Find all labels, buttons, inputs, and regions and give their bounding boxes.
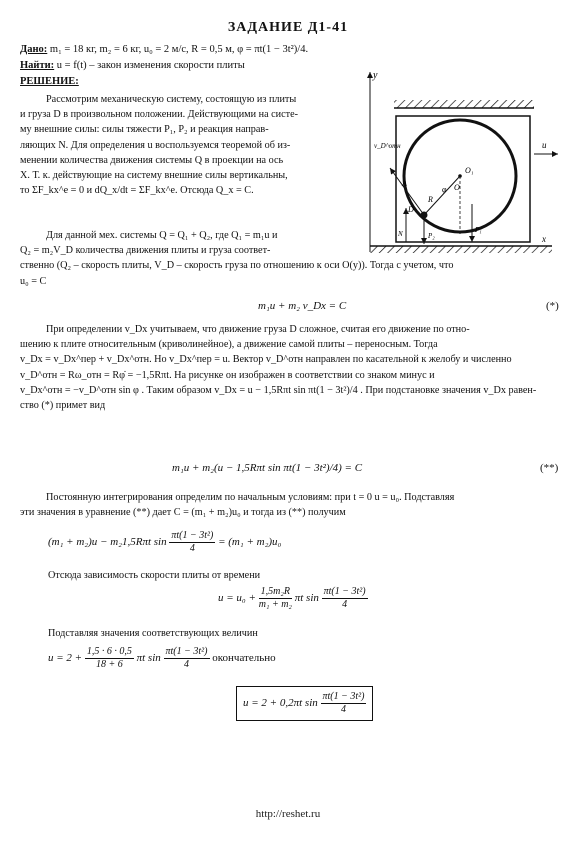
equation-5-fraction-2 (164, 646, 210, 671)
intro-line: и груза D в произвольном положении. Действующими на систе- (20, 109, 298, 121)
footer-url: http://reshet.ru (255, 808, 321, 820)
answer-box (236, 686, 373, 721)
intro-line: ляющих N. Для определения u воспользуемся теоремой об из- (20, 139, 291, 151)
bottom-support-hatch (370, 246, 552, 253)
para4-line: эти значения в уравнение (**) дает C = (m₁ + m₂)u₀ и тогда из (**) получим (20, 507, 346, 519)
equation-5-tail: окончательно (212, 652, 276, 665)
equation-4-mid: πt sin (294, 592, 319, 605)
label-N: N (398, 230, 403, 238)
label-phi: φ (442, 185, 447, 194)
equation-1: m₁u + m₂ v_Dx = C (258, 300, 347, 312)
equation-5-mid: πt sin (136, 652, 161, 665)
para3-line: ство (*) примет вид (20, 400, 106, 412)
paragraph-4 (20, 490, 565, 520)
equation-4-numerator-1: 1,5m₂R (260, 586, 290, 597)
equation-4-fraction-2 (322, 586, 368, 611)
equation-5 (48, 646, 276, 671)
equation-5-lhs: u = 2 + (48, 652, 83, 665)
para2-line: Для данной мех. системы Q = Q₁ + Q₂, где Q₁ = m₁u и (46, 230, 278, 241)
para3-line: v_D^отн = Rω_отн = Rφ̇ = −1,5Rπt. На рисунке он изображен в соответствии со знаком минус и (20, 369, 435, 381)
equation-1-number: (*) (546, 300, 559, 312)
equation-5-numerator-1: 1,5 · 6 · 0,5 (86, 646, 132, 657)
equation-3-numerator: πt(1 − 3t²) (171, 530, 214, 541)
para3-line: v_Dx = v_Dx^пер + v_Dx^отн. Но v_Dx^пер = u. Вектор v_D^отн направлен по касательной к желобу и численно (20, 354, 512, 366)
answer-fraction (321, 691, 367, 716)
para3-line: При определении v_Dx учитываем, что движение груза D сложное, считая его движение по отно- (46, 324, 470, 335)
label-O: O (454, 183, 460, 192)
equation-4 (218, 586, 368, 611)
equation-3-denominator: 4 (189, 543, 195, 554)
solution-label: РЕШЕНИЕ: (20, 76, 79, 87)
equation-5-fraction-1 (85, 646, 134, 671)
given-line (20, 42, 308, 57)
label-y: y (373, 70, 378, 81)
find-text: u = f(t) – закон изменения скорости плиты (56, 60, 245, 71)
plate (396, 116, 530, 242)
equation-5-denominator-2: 4 (184, 659, 189, 670)
answer-lhs: u = 2 + 0,2πt sin (243, 697, 318, 710)
find-line (20, 58, 245, 73)
equation-2: m₁u + m₂(u − 1,5Rπt sin πt(1 − 3t²)/4) = C (172, 462, 363, 474)
para2-line: Q₂ = m₂V_D количества движения плиты и груза соответ- (20, 245, 271, 257)
label-x: x (542, 234, 546, 244)
paragraph-5: Отсюда зависимость скорости плиты от времени (48, 570, 261, 581)
label-v-rel: v_D^отн (374, 142, 401, 150)
label-A: A (402, 179, 407, 188)
page-title: ЗАДАНИЕ Д1-41 (227, 20, 349, 35)
intro-line: му внешние силы: силы тяжести P₁, P₂ и реакция направ- (20, 124, 269, 136)
answer-numerator: πt(1 − 3t²) (322, 691, 365, 702)
equation-5-numerator-2: πt(1 − 3t²) (165, 646, 208, 657)
equation-3-lhs: (m₁ + m₂)u − m₂1,5Rπt sin (48, 536, 167, 549)
top-support-hatch (394, 100, 534, 108)
equation-4-denominator-1: m₁ + m₂ (258, 599, 292, 610)
para4-line: Постоянную интегрирования определим по начальным условиям: при t = 0 u = u₀. Подставляя (46, 492, 455, 503)
intro-line: менении количества движения системы Q в проекции на ось (20, 154, 284, 166)
label-u: u (542, 140, 547, 150)
intro-paragraph (20, 92, 355, 198)
equation-5-denominator-1: 18 + 6 (95, 659, 123, 670)
equation-4-denominator-2: 4 (342, 599, 348, 610)
paragraph-6: Подставляя значения соответствующих величин (48, 628, 258, 639)
relative-velocity-vector (390, 168, 424, 215)
paragraph-3 (20, 322, 565, 413)
label-D: D (408, 205, 414, 214)
label-R: R (428, 195, 433, 204)
equation-4-lhs: u = u₀ + (218, 592, 256, 605)
find-label: Найти: (20, 60, 55, 71)
equation-2-number: (**) (540, 462, 559, 474)
intro-line: Рассмотрим механическую систему, состоящую из плиты (46, 94, 297, 105)
equation-3-fraction (169, 530, 215, 555)
intro-line: X. Т. к. действующие на систему внешние силы вертикальны, (20, 170, 288, 182)
equation-4-numerator-2: πt(1 − 3t²) (323, 586, 366, 597)
label-O1: O₁ (465, 166, 474, 175)
equation-3 (48, 530, 281, 555)
given-text: m₁ = 18 кг, m₂ = 6 кг, u₀ = 2 м/с, R = 0,5 м, φ = πt(1 − 3t²)/4. (49, 44, 309, 55)
given-label: Дано: (20, 44, 48, 55)
para3-line: шению к плите относительным (криволинейное), а движение самой плиты – переносным. Тогда (20, 339, 438, 351)
equation-4-fraction-1 (259, 586, 292, 611)
para2-line: u₀ = C (20, 275, 47, 287)
equation-3-rhs: = (m₁ + m₂)u₀ (218, 536, 282, 549)
intro-line: то ΣF_kx^e = 0 и dQ_x/dt = ΣF_kx^e. Отсюда Q_x = C. (20, 185, 254, 197)
mechanics-figure (362, 66, 562, 262)
label-P1: P₁ (475, 226, 482, 234)
para2-line: ственно (Q₂ – скорость плиты, V_D – скорость груза по отношению к оси O(y)). Тогда с учетом, что (20, 260, 454, 272)
solution-heading (20, 74, 79, 89)
answer-denominator: 4 (340, 704, 346, 715)
para3-line: v_Dx^отн = −v_D^отн sin φ . Таким образом v_Dx = u − 1,5Rπt sin πt(1 − 3t²)/4 . При подстановке значения v_Dx равен- (20, 384, 537, 396)
label-P2: P₂ (428, 232, 435, 240)
